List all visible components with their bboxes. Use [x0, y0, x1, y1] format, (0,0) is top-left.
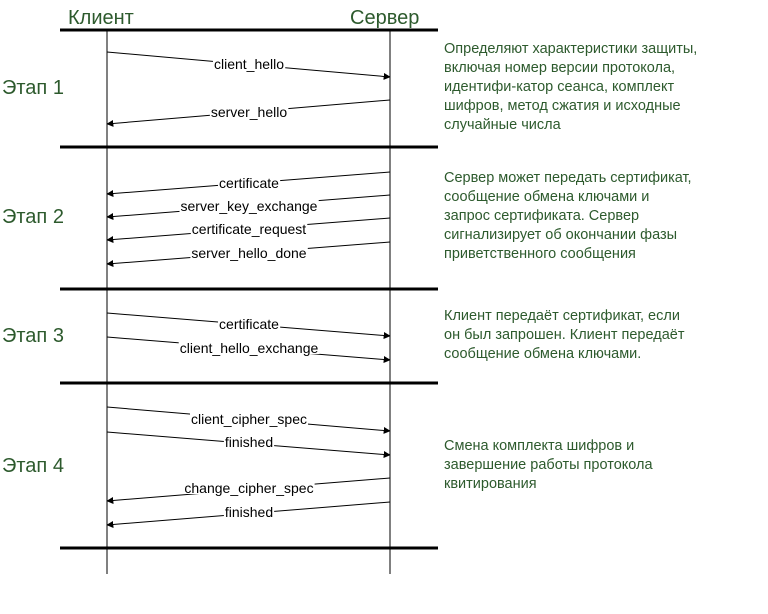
description-line: сообщение обмена ключами.: [444, 346, 642, 362]
message-certificate: certificate: [219, 175, 279, 191]
description-line: Смена комплекта шифров и: [444, 438, 635, 454]
stage-2-description: [444, 169, 762, 264]
server-label: Сервер: [350, 7, 420, 29]
message-certificate-request: certificate_request: [191, 221, 307, 237]
description-line: случайные числа: [444, 117, 561, 133]
message-server-key-exchange: server_key_exchange: [180, 198, 318, 214]
message-change-cipher-spec: change_cipher_spec: [184, 480, 314, 496]
description-line: шифров, метод сжатия и исходные: [444, 98, 681, 114]
message-finished: finished: [224, 504, 274, 520]
message-client-hello-exchange: client_hello_exchange: [179, 340, 319, 356]
description-line: он был запрошен. Клиент передаёт: [444, 327, 685, 343]
description-line: квитирования: [444, 476, 537, 492]
description-line: Клиент передаёт сертификат, если: [444, 308, 680, 324]
description-line: приветственного сообщения: [444, 246, 636, 262]
message-client-hello: client_hello: [213, 56, 285, 72]
stage-4-label: Этап 4: [2, 455, 64, 477]
description-line: идентифи-катор сеанса, комплект: [444, 79, 675, 95]
description-line: включая номер версии протокола,: [444, 60, 676, 76]
description-line: Определяют характеристики защиты,: [444, 41, 698, 57]
description-line: сигнализирует об окончании фазы: [444, 227, 678, 243]
message-finished: finished: [224, 434, 274, 450]
message-certificate: certificate: [219, 316, 279, 332]
description-line: Сервер может передать сертификат,: [444, 170, 692, 186]
stage-4-description: [444, 437, 762, 494]
stage-3-description: [444, 307, 762, 364]
description-line: запрос сертификата. Сервер: [444, 208, 640, 224]
stage-1-description: [444, 40, 762, 135]
description-line: завершение работы протокола: [444, 457, 653, 473]
description-line: сообщение обмена ключами и: [444, 189, 650, 205]
stage-2-label: Этап 2: [2, 206, 64, 228]
message-server-hello-done: server_hello_done: [191, 245, 307, 261]
message-server-hello: server_hello: [210, 104, 288, 120]
stage-1-label: Этап 1: [2, 77, 64, 99]
stage-3-label: Этап 3: [2, 325, 64, 347]
client-label: Клиент: [68, 7, 134, 29]
message-client-cipher-spec: client_cipher_spec: [191, 411, 307, 427]
